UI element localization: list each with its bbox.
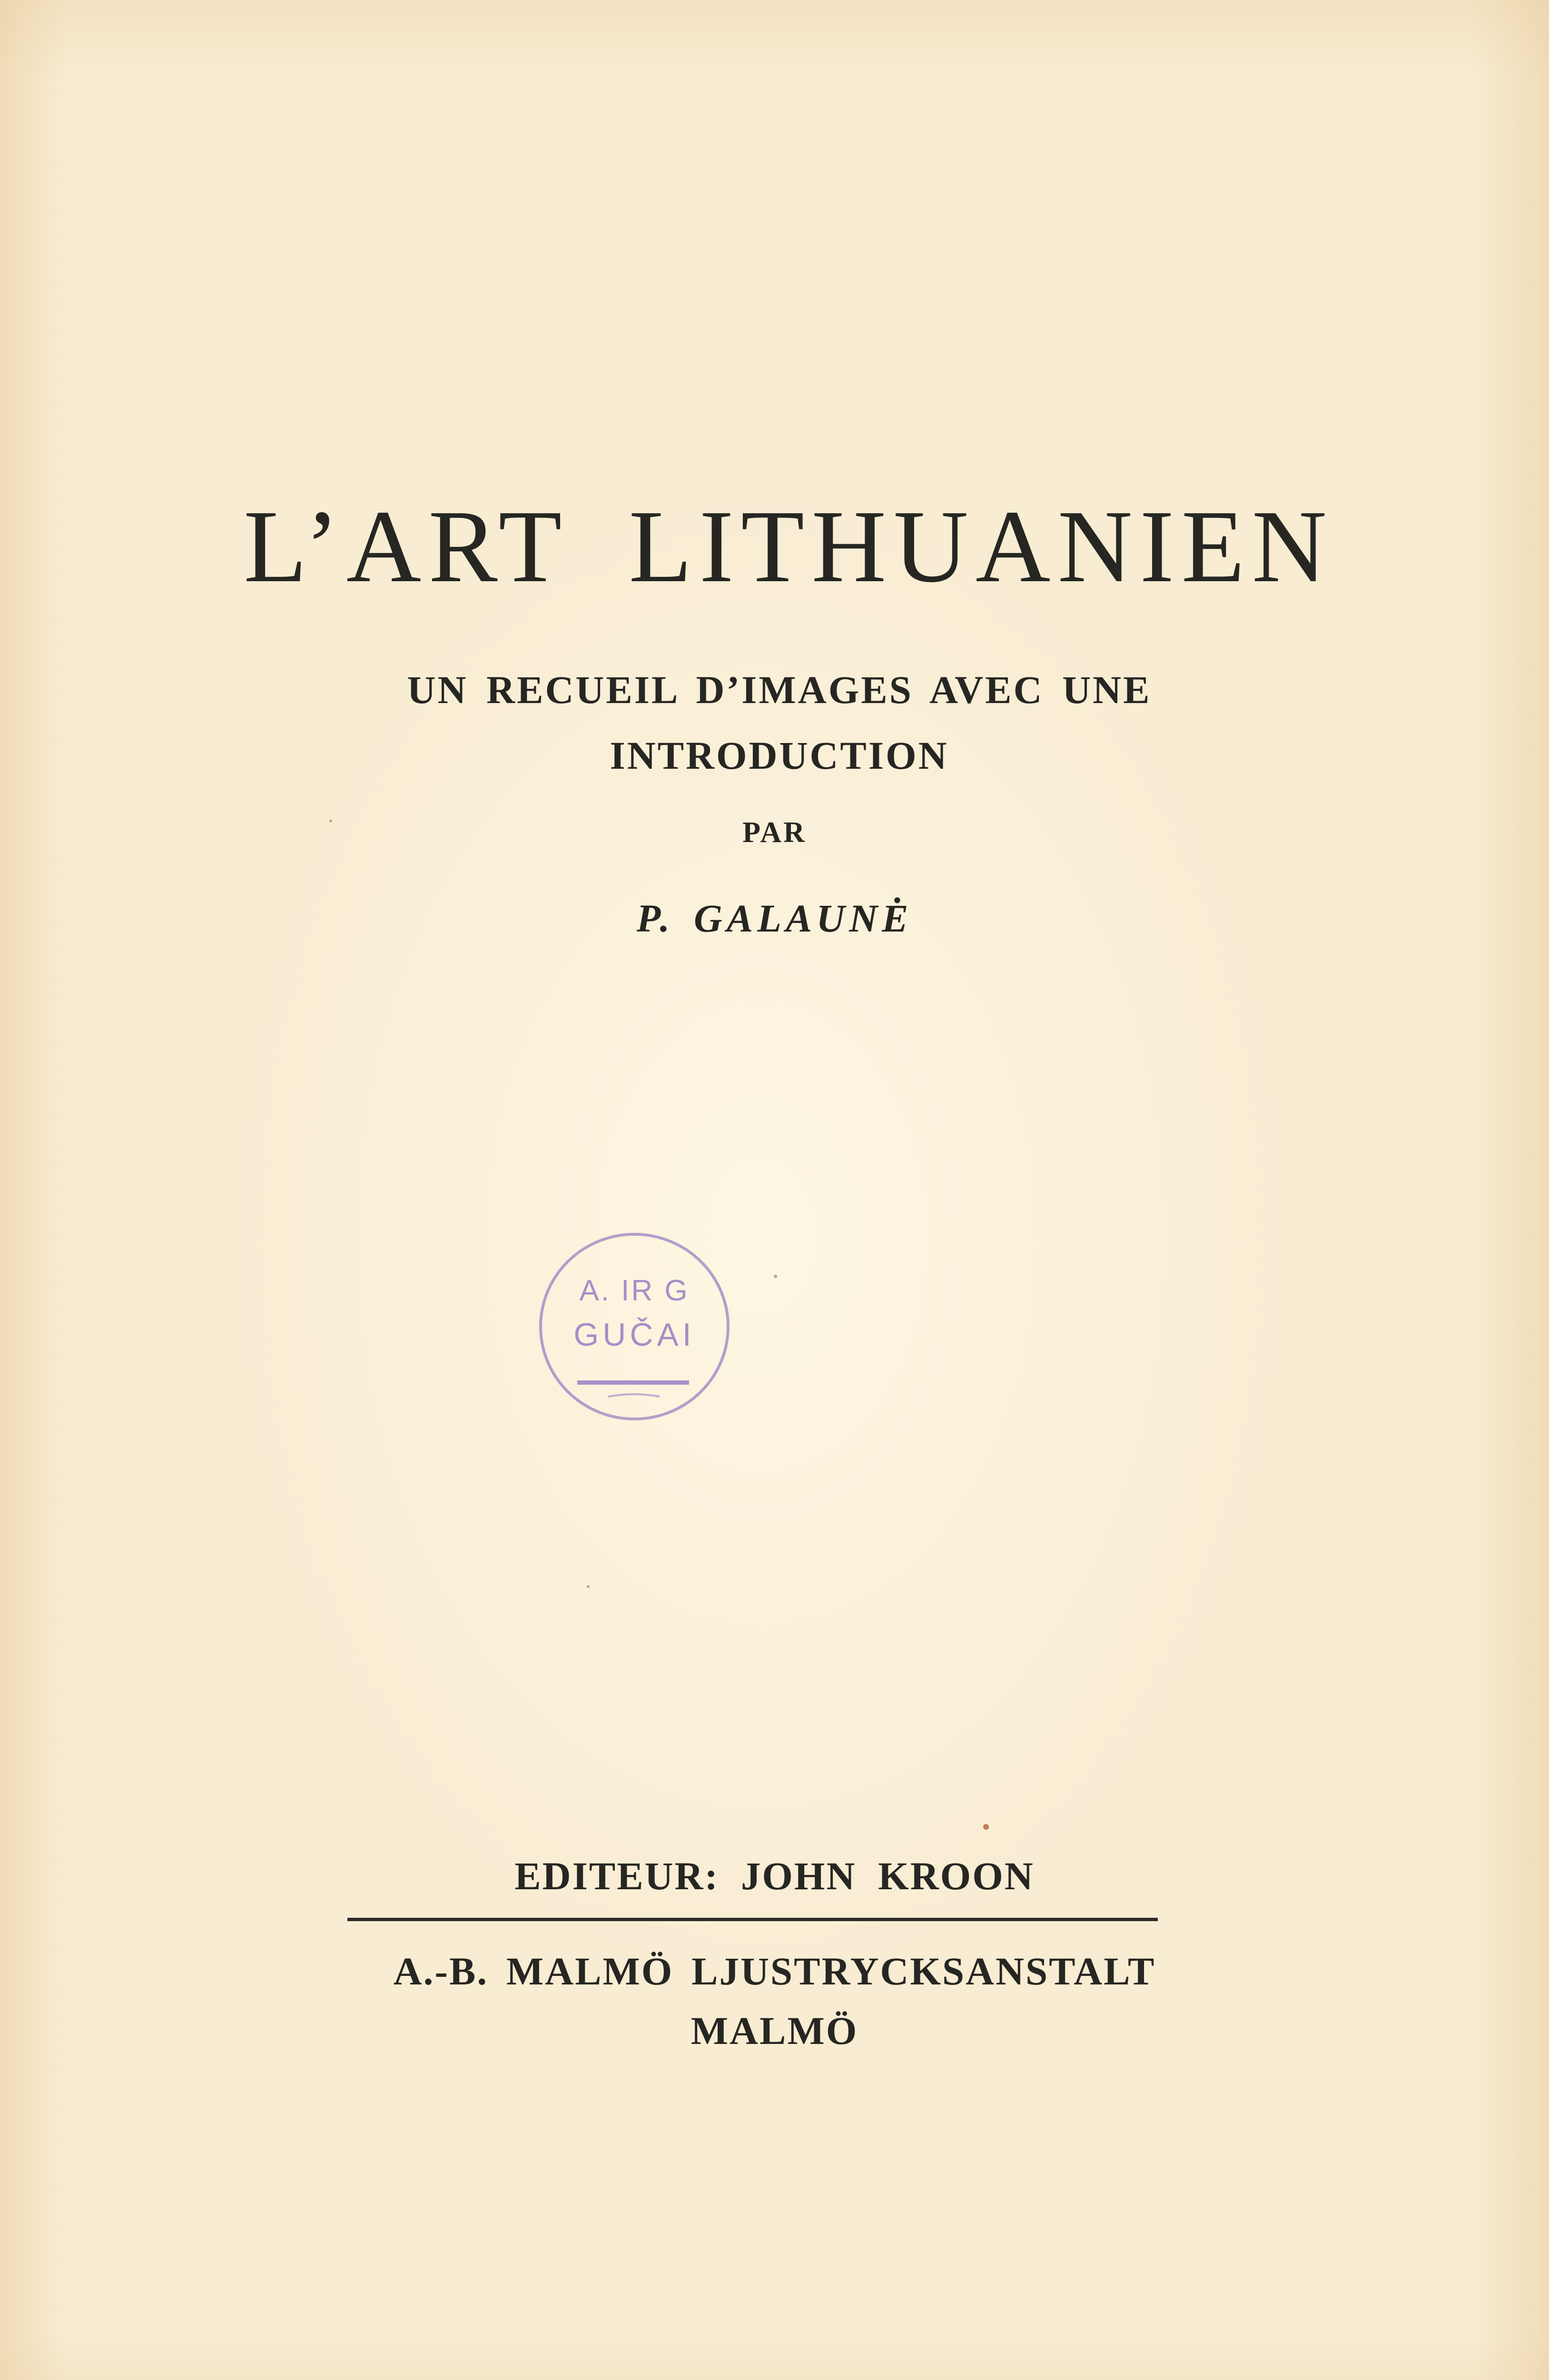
by-label: PAR — [742, 816, 807, 849]
publisher-line: A.-B. MALMÖ LJUSTRYCKSANSTALT — [393, 1949, 1156, 1993]
paper-speck — [774, 1275, 777, 1278]
publisher-city: MALMÖ — [691, 2009, 858, 2053]
editor-line: EDITEUR: JOHN KROON — [514, 1854, 1035, 1898]
stamp-underline — [608, 1394, 660, 1397]
book-subtitle-line-2: INTRODUCTION — [610, 734, 949, 777]
paper-speck — [983, 1824, 989, 1830]
library-stamp — [537, 1229, 732, 1424]
stamp-line-2: GUČAI — [573, 1317, 695, 1353]
imprint-divider — [347, 1918, 1158, 1921]
paper-speck — [587, 1585, 590, 1588]
stamp-line-1: A. IR G — [579, 1274, 690, 1307]
stamp-bar — [577, 1380, 689, 1385]
book-subtitle-line-1: UN RECUEIL D’IMAGES AVEC UNE — [407, 668, 1152, 712]
book-title: L’ART LITHUANIEN — [243, 489, 1334, 604]
author-name: P. GALAUNĖ — [636, 896, 913, 940]
